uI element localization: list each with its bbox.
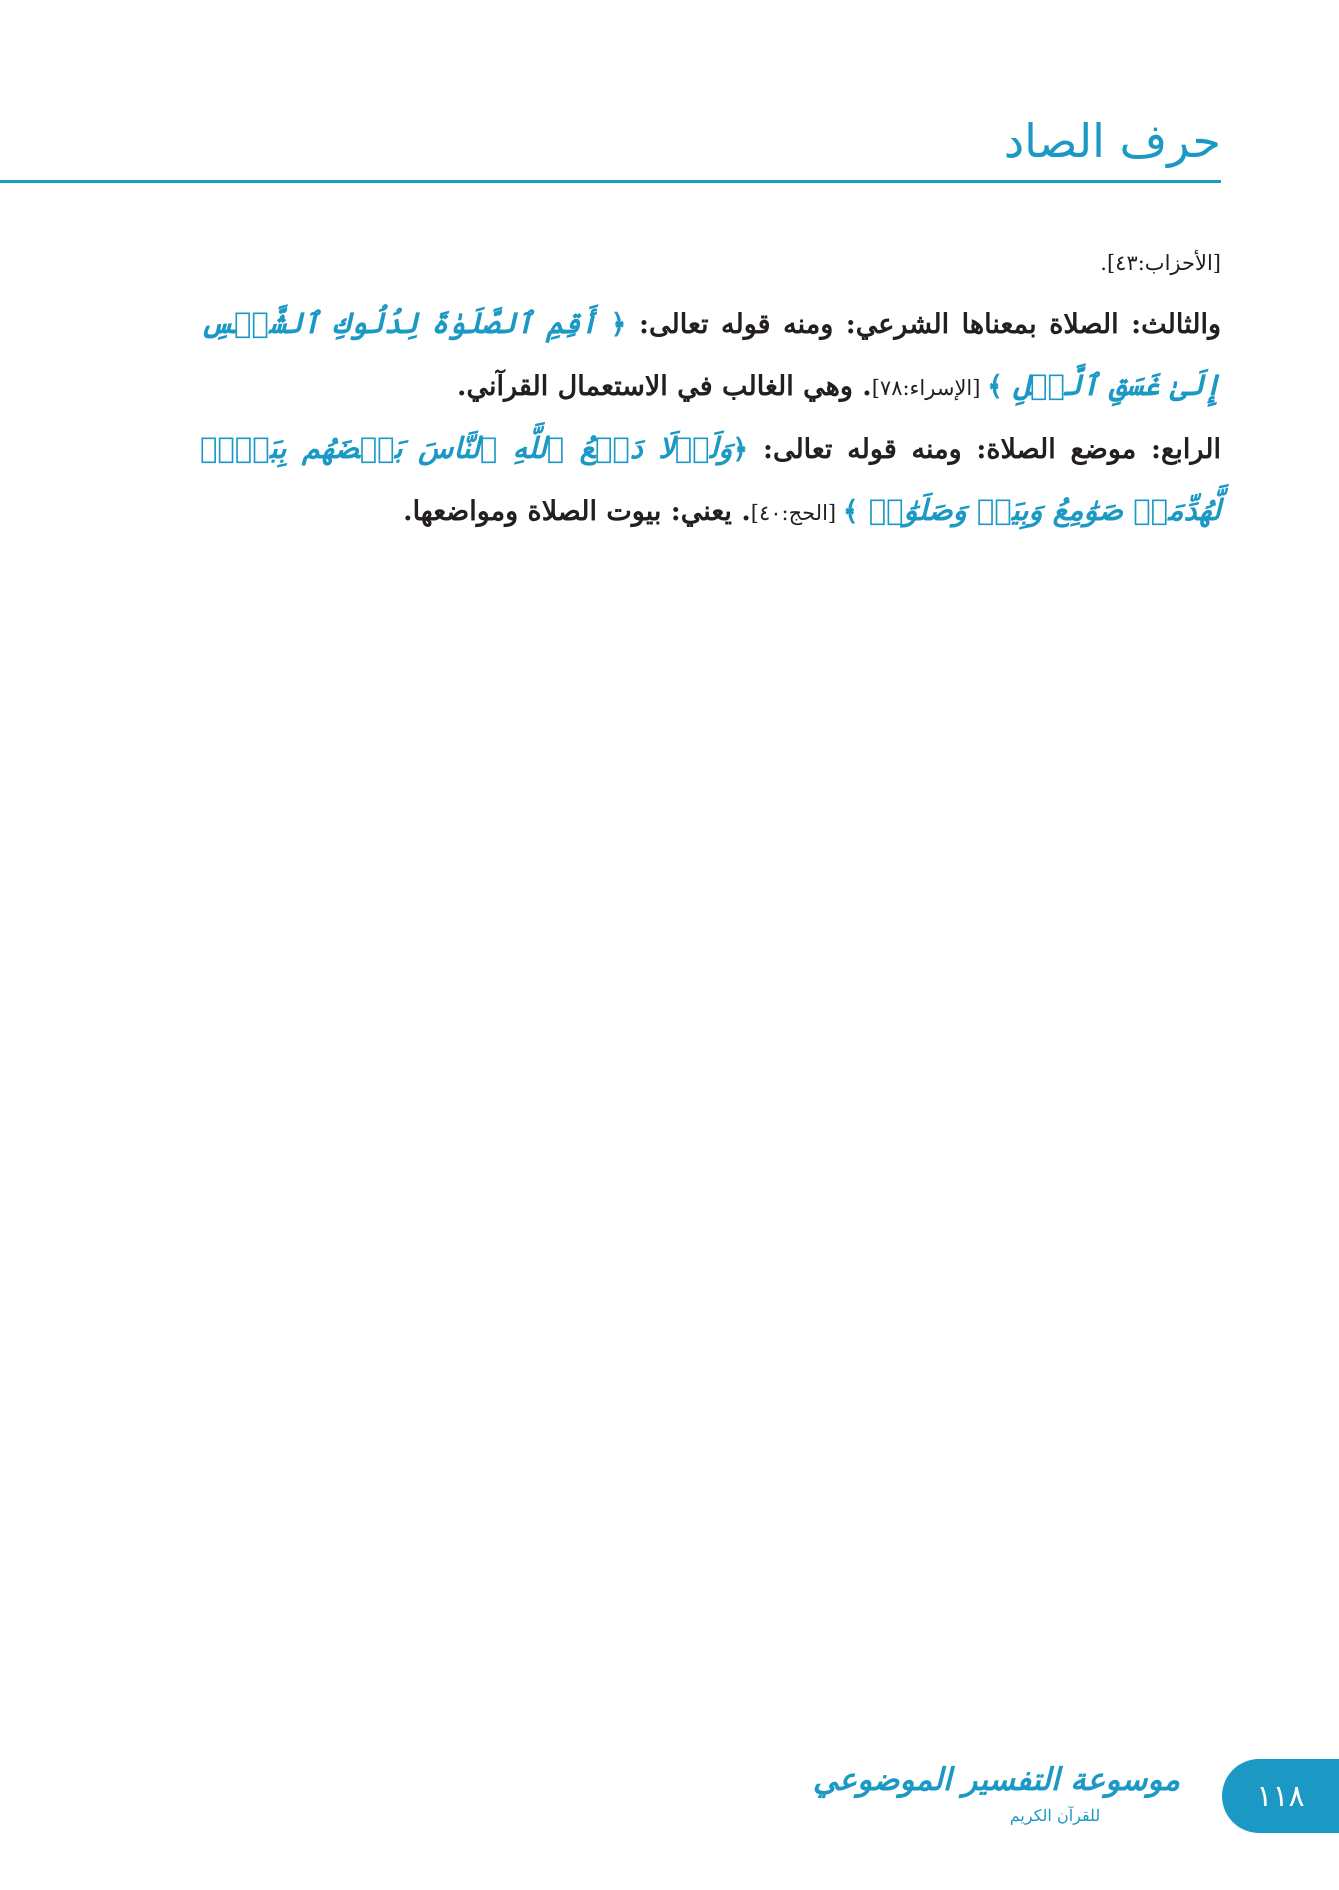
chapter-title: حرف الصاد	[1003, 114, 1221, 168]
verse-reference: [الحج:٤٠]	[750, 501, 843, 525]
paragraph-label: والثالث:	[1131, 309, 1221, 340]
page-content	[200, 232, 1221, 543]
page-number: ١١٨	[1256, 1778, 1305, 1814]
paragraph-tail: . يعني: بيوت الصلاة ومواضعها.	[403, 496, 751, 527]
intro-reference: [الأحزاب:٤٣].	[1100, 251, 1221, 275]
logo-subtitle: للقرآن الكريم	[1009, 1806, 1101, 1825]
paragraph-text: موضع الصلاة: ومنه قوله تعالى:	[748, 434, 1152, 465]
intro-reference-line	[200, 232, 1221, 293]
paragraph-text: الصلاة بمعناها الشرعي: ومنه قوله تعالى:	[626, 309, 1132, 340]
verse-close-bracket: ﴾	[987, 371, 1003, 402]
paragraph-third-meaning	[200, 293, 1221, 418]
page-number-tab	[1222, 1759, 1339, 1833]
paragraph-fourth-meaning	[200, 418, 1221, 543]
verse-close-bracket: ﴾	[842, 496, 859, 527]
verse-reference: [الإسراء:٧٨]	[871, 376, 988, 400]
verse-open-bracket: ﴿	[610, 309, 627, 340]
paragraph-tail: . وهي الغالب في الاستعمال القرآني.	[457, 371, 872, 402]
logo-title: موسوعة التفسير الموضوعي	[812, 1762, 1180, 1798]
quran-verse: وَلَوۡلَا دَفۡعُ ٱللَّهِ ٱلنَّاسَ بَعۡضَهُم بِبَعۡضٖ لَّهُدِّمَتۡ صَوَٰمِعُ وَبِيَعٞ وَصَلَوَٰتٞ	[200, 431, 1221, 527]
header-divider	[0, 180, 1221, 183]
verse-open-bracket: ﴿	[732, 434, 749, 465]
quran-verse: أَقِمِ ٱلصَّلَوٰةَ لِدُلُوكِ ٱلشَّمۡسِ إِلَىٰ غَسَقِ ٱلَّيۡلِ	[200, 306, 1221, 402]
paragraph-label: الرابع:	[1151, 434, 1222, 465]
encyclopedia-logo	[812, 1757, 1180, 1849]
